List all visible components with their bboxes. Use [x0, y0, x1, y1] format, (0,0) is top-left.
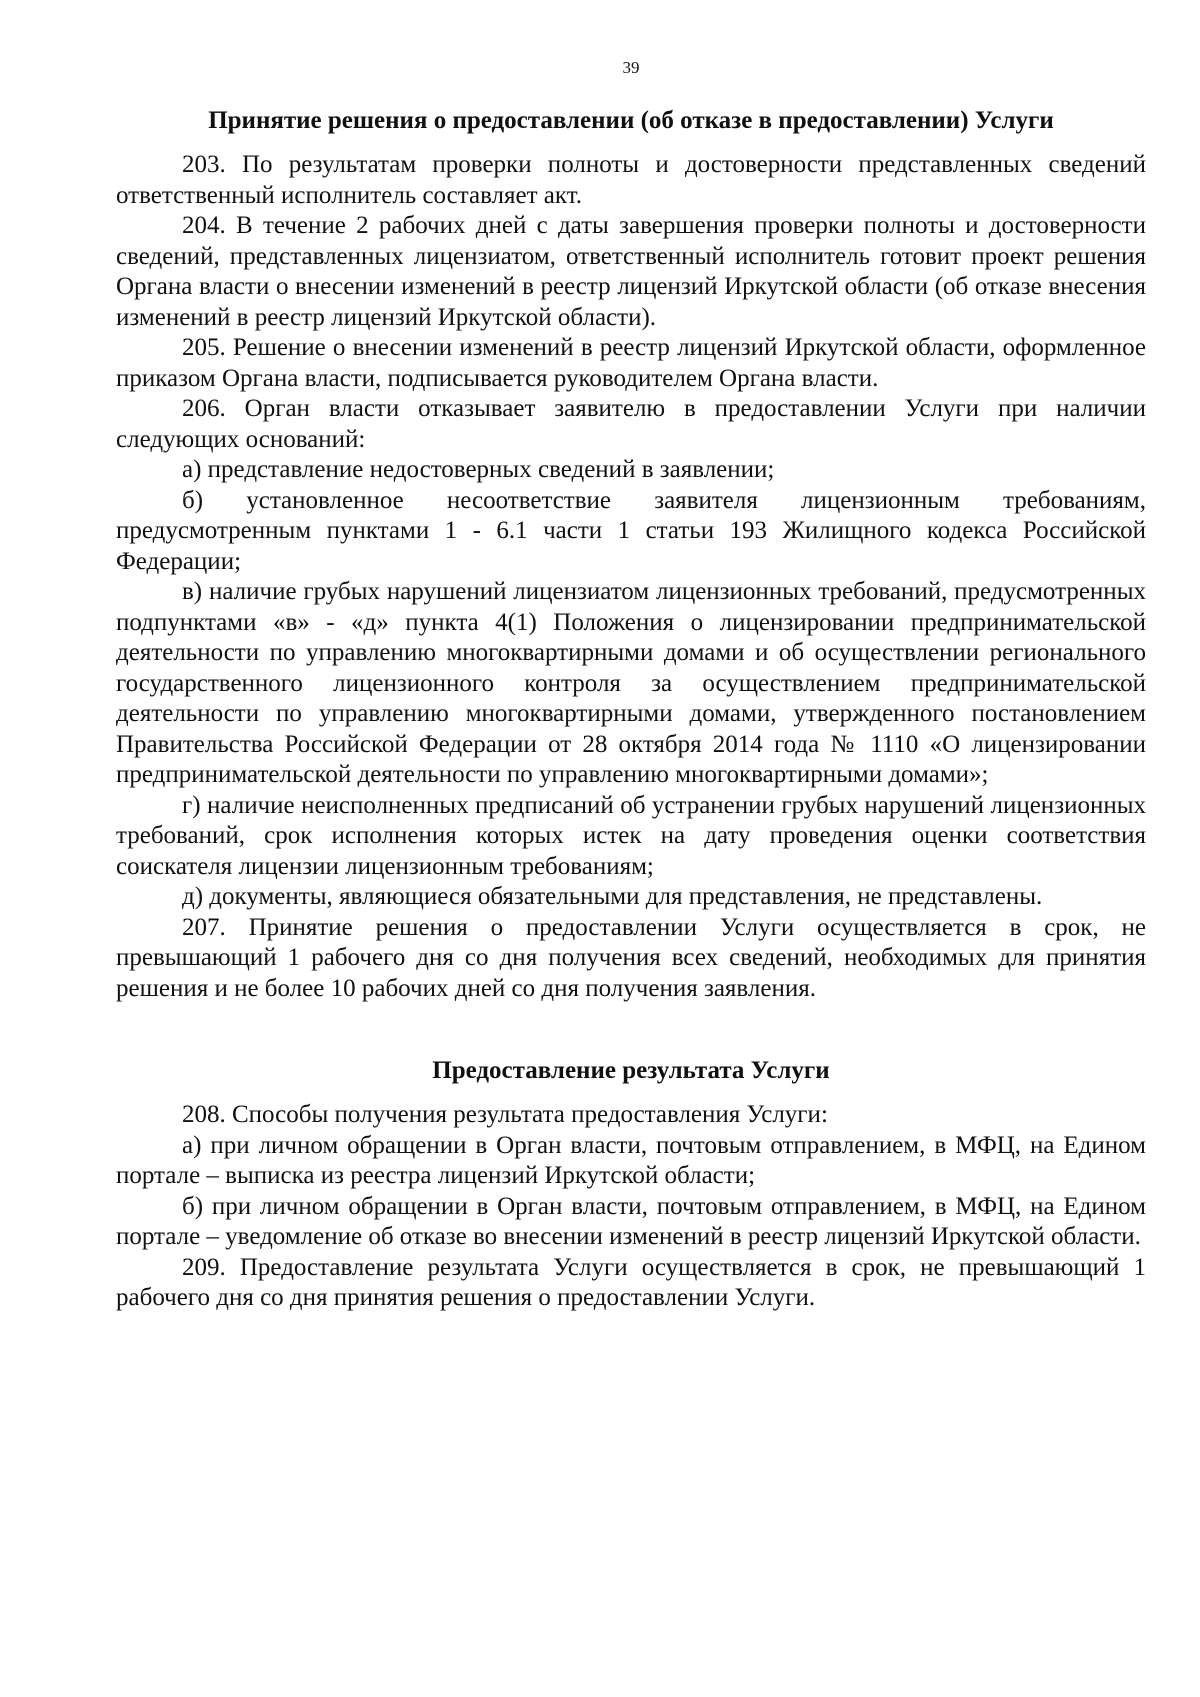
paragraph-206: 206. Орган власти отказывает заявителю в предоставлении Услуги при наличии следующих оснований: — [116, 395, 1146, 453]
paragraph-203: 203. По результатам проверки полноты и достоверности представленных сведений ответственный исполнитель составляет акт. — [116, 151, 1146, 209]
paragraph-206-a: а) представление недостоверных сведений в заявлении; — [182, 456, 775, 483]
paragraph-206-g: г) наличие неисполненных предписаний об устранении грубых нарушений лицензионных требований, срок исполнения которых истек на дату проведения оценки соответствия соискателя лицензии лицензионным требованиям; — [116, 791, 1146, 880]
section-heading: Предоставление результата Услуги — [432, 1057, 830, 1084]
paragraph-204: 204. В течение 2 рабочих дней с даты завершения проверки полноты и достоверности сведений, представленных лицензиатом, ответственный исполнитель готовит проект решения Органа власти о внесении изменений в реестр лицензий Иркутской области (об отказе внесения изменений в реестр лицензий Иркутской области). — [116, 212, 1146, 331]
paragraph-208-b: б) при личном обращении в Орган власти, почтовым отправлением, в МФЦ, на Едином портале – уведомление об отказе во внесении изменений в реестр лицензий Иркутской области. — [116, 1192, 1146, 1250]
paragraph-205: 205. Решение о внесении изменений в реестр лицензий Иркутской области, оформленное приказом Органа власти, подписывается руководителем Органа власти. — [116, 334, 1146, 392]
section-result — [116, 1056, 1146, 1314]
paragraph-209: 209. Предоставление результата Услуги осуществляется в срок, не превышающий 1 рабочего дня со дня принятия решения о предоставлении Услуги. — [116, 1253, 1146, 1311]
paragraph-208: 208. Способы получения результата предоставления Услуги: — [182, 1101, 828, 1128]
paragraph-206-b: б) установленное несоответствие заявителя лицензионным требованиям, предусмотренным пунктами 1 - 6.1 части 1 статьи 193 Жилищного кодекса Российской Федерации; — [116, 486, 1146, 575]
paragraph-206-d: д) документы, являющиеся обязательными для представления, не представлены. — [182, 883, 1043, 910]
paragraph-206-v: в) наличие грубых нарушений лицензиатом лицензионных требований, предусмотренных подпунктами «в» - «д» пункта 4(1) Положения о лицензировании предпринимательской деятельности по управлению многоквартирными домами и об осуществлении регионального государственного лицензионного контроля за осуществлением предпринимательской деятельности по управлению многоквартирными домами, утвержденного постановлением Правительства Российской Федерации от 28 октября 2014 года № 1110 «О лицензировании предпринимательской деятельности по управлению многоквартирными домами»; — [116, 578, 1146, 788]
paragraph-207: 207. Принятие решения о предоставлении Услуги осуществляется в срок, не превышающий 1 рабочего дня со дня получения всех сведений, необходимых для принятия решения и не более 10 рабочих дней со дня получения заявления. — [116, 913, 1146, 1002]
section-decision — [116, 106, 1146, 1004]
document-page — [116, 58, 1146, 1314]
paragraph-208-a: а) при личном обращении в Орган власти, почтовым отправлением, в МФЦ, на Едином портале – выписка из реестра лицензий Иркутской области; — [116, 1131, 1146, 1189]
page-number: 39 — [622, 58, 640, 77]
section-heading: Принятие решения о предоставлении (об отказе в предоставлении) Услуги — [208, 107, 1054, 134]
